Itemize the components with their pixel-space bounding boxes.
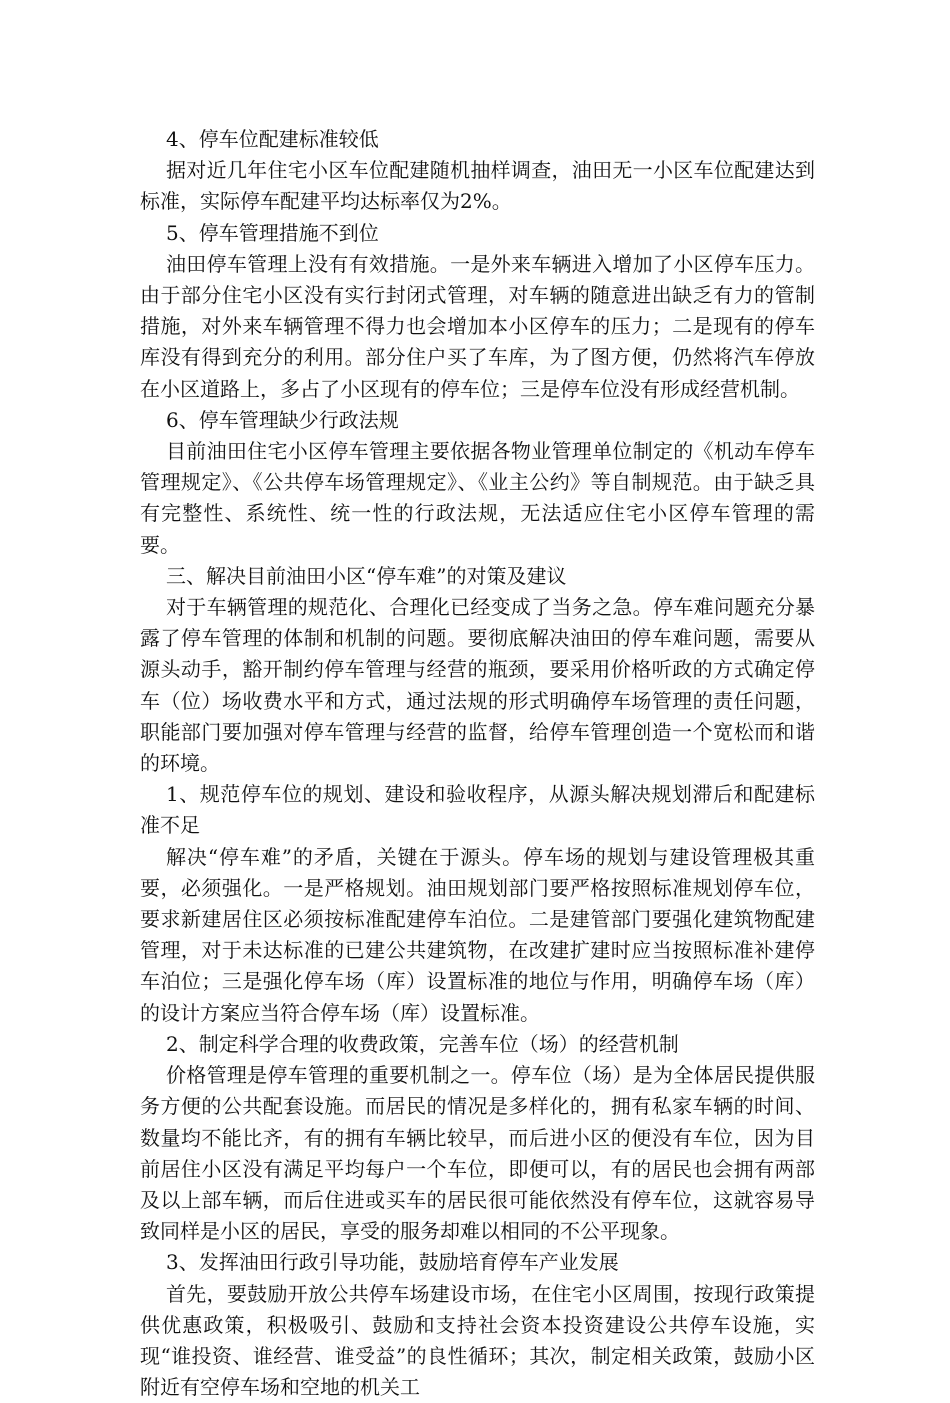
paragraph-countermeasures: 对于车辆管理的规范化、合理化已经变成了当务之急。停车难问题充分暴露了停车管理的体制和机制的问题。要彻底解决油田的停车难问题，需要从源头动手，豁开制约停车管理与经营的瓶颈，要采用价格听政的方式确定停车（位）场收费水平和方式，通过法规的形式明确停车场管理的责任问题，职能部门要加强对停车管理与经营的监督，给停车管理创造一个宽松而和谐的环境。 [140,595,815,776]
section-heading-pricing: 2、制定科学合理的收费政策，完善车位（场）的经营机制 [166,1031,679,1056]
document-body [140,124,815,1403]
paragraph-pricing: 价格管理是停车管理的重要机制之一。停车位（场）是为全体居民提供服务方便的公共配套设施。而居民的情况是多样化的，拥有私家车辆的时间、数量均不能比齐，有的拥有车辆比较早，而后进小区的便没有车位，因为目前居住小区没有满足平均每户一个车位，即便可以，有的居民也会拥有两部及以上部车辆，而后住进或买车的居民很可能依然没有停车位，这就容易导致同样是小区的居民，享受的服务却难以相同的不公平现象。 [140,1063,815,1244]
section-heading-management-measures: 5、停车管理措施不到位 [166,220,379,245]
paragraph-planning: 解决“停车难”的矛盾，关键在于源头。停车场的规划与建设管理极其重要，必须强化。一是严格规划。油田规划部门要严格按照标准规划停车位，要求新建居住区必须按标准配建停车泊位。二是建管部门要强化建筑物配建管理，对于未达标准的已建公共建筑物，在改建扩建时应当按照标准补建停车泊位；三是强化停车场（库）设置标准的地位与作用，明确停车场（库）的设计方案应当符合停车场（库）设置标准。 [140,844,815,1025]
paragraph-industry: 首先，要鼓励开放公共停车场建设市场，在住宅小区周围，按现行政策提供优惠政策，积极吸引、鼓励和支持社会资本投资建设公共停车设施，实现“谁投资、谁经营、谁受益”的良性循环；其次，制定相关政策，鼓励小区附近有空停车场和空地的机关工 [140,1281,815,1400]
paragraph-regulations: 目前油田住宅小区停车管理主要依据各物业管理单位制定的《机动车停车管理规定》、《公共停车场管理规定》、《业主公约》等自制规范。由于缺乏具有完整性、系统性、统一性的行政法规，无法适应住宅小区停车管理的需要。 [140,439,815,557]
section-heading-countermeasures: 三、解决目前油田小区“停车难”的对策及建议 [166,563,567,588]
section-heading-parking-standard: 4、停车位配建标准较低 [166,127,379,151]
section-heading-planning: 1、规范停车位的规划、建设和验收程序，从源头解决规划滞后和配建标准不足 [140,782,815,838]
paragraph-management-measures: 油田停车管理上没有有效措施。一是外来车辆进入增加了小区停车压力。由于部分住宅小区没有实行封闭式管理，对车辆的随意进出缺乏有力的管制措施，对外来车辆管理不得力也会增加本小区停车的压力；二是现有的停车库没有得到充分的利用。部分住户买了车库，为了图方便，仍然将汽车停放在小区道路上，多占了小区现有的停车位；三是停车位没有形成经营机制。 [140,251,815,401]
paragraph-parking-standard: 据对近几年住宅小区车位配建随机抽样调查，油田无一小区车位配建达到标准，实际停车配建平均达标率仅为2%。 [140,158,815,214]
section-heading-industry: 3、发挥油田行政引导功能，鼓励培育停车产业发展 [166,1250,619,1275]
section-heading-regulations: 6、停车管理缺少行政法规 [166,407,399,432]
